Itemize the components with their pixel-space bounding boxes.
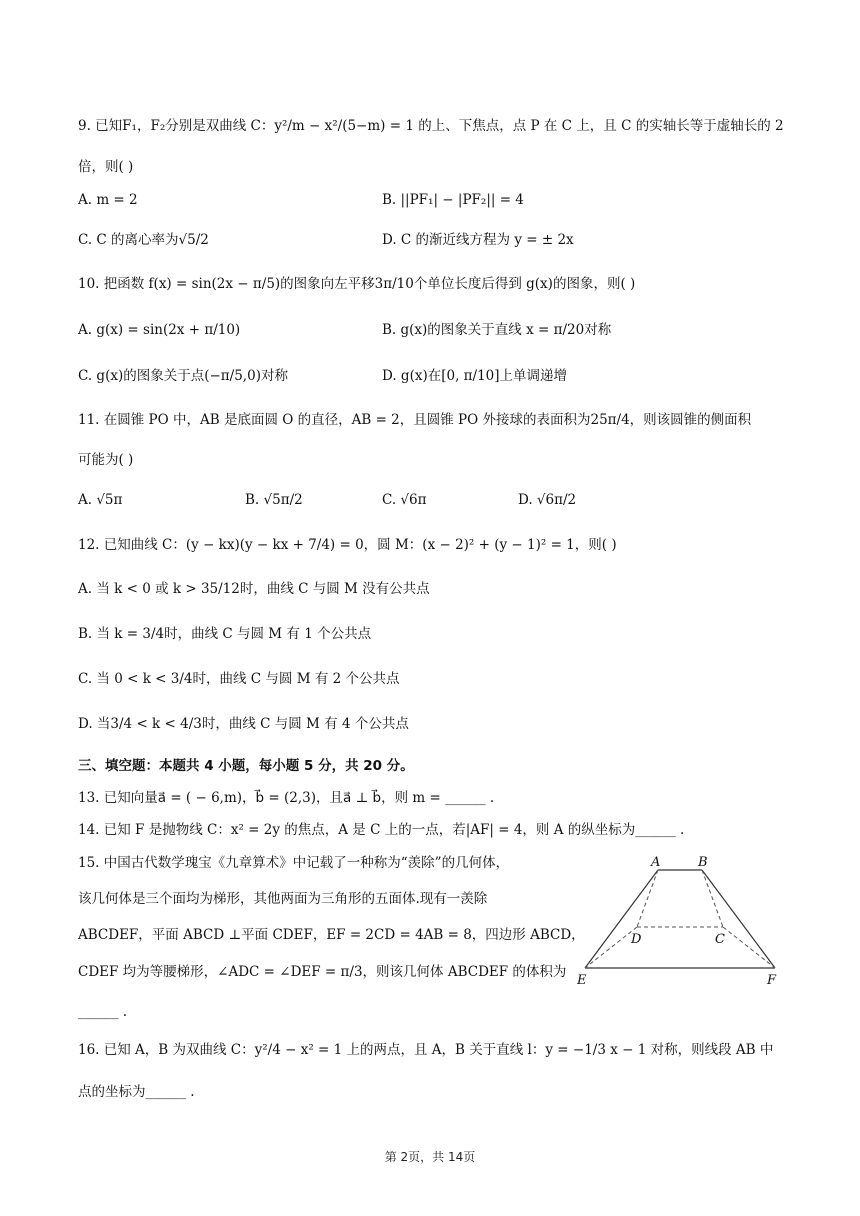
label-f: F: [767, 973, 777, 988]
q12-stem: 12. 已知曲线 C：(y − kx)(y − kx + 7/4) = 0，圆 M：(x − 2)² + (y − 1)² = 1，则( ): [78, 537, 617, 553]
q10-option-c: C. g(x)的图象关于点(−π/5,0)对称: [78, 368, 288, 384]
q10-option-b: B. g(x)的图象关于直线 x = π/20对称: [382, 322, 612, 338]
q13: 13. 已知向量a⃗ = ( − 6,m)，b⃗ = (2,3)，且a⃗ ⊥ b⃗，则 m = ______ .: [78, 790, 495, 806]
q9-option-d: D. C 的渐近线方程为 y = ± 2x: [382, 232, 574, 248]
q11-option-d: D. √6π/2: [518, 492, 577, 508]
q11-option-a: A. √5π: [78, 492, 123, 508]
q9-option-a: A. m = 2: [78, 192, 138, 208]
edge-ae: [585, 870, 658, 968]
q15-line4: CDEF 均为等腰梯形，∠ADC = ∠DEF = π/3，则该几何体 ABCDEF 的体积为: [78, 964, 567, 980]
q15-line2: 该几何体是三个面均为梯形，其他两面为三角形的五面体.现有一羡除: [78, 891, 488, 907]
q11-stem-line1: 11. 在圆锥 PO 中，AB 是底面圆 O 的直径，AB = 2，且圆锥 PO 外接球的表面积为25π/4，则该圆锥的侧面积: [78, 412, 752, 428]
label-b: B: [698, 855, 708, 870]
q10-option-d: D. g(x)在[0, π/10]上单调递增: [382, 368, 568, 384]
label-a: A: [651, 855, 661, 870]
q11-option-c: C. √6π: [382, 492, 427, 508]
section-heading: 三、填空题：本题共 4 小题，每小题 5 分，共 20 分。: [78, 758, 414, 774]
q15-line3: ABCDEF，平面 ABCD ⊥平面 CDEF，EF = 2CD = 4AB = 8，四边形 ABCD，: [78, 927, 585, 943]
edge-bf: [702, 870, 775, 968]
q16-line1: 16. 已知 A，B 为双曲线 C：y²/4 − x² = 1 上的两点，且 A，B 关于直线 l：y = −1/3 x − 1 对称，则线段 AB 中: [78, 1042, 774, 1058]
q9-option-b: B. ||PF₁| − |PF₂|| = 4: [382, 192, 524, 208]
label-c: C: [715, 932, 725, 947]
q10-option-a: A. g(x) = sin(2x + π/10): [78, 322, 241, 338]
label-e: E: [577, 973, 587, 988]
q9-stem-line1: 9. 已知F₁，F₂分别是双曲线 C：y²/m − x²/(5−m) = 1 的上、下焦点，点 P 在 C 上，且 C 的实轴长等于虚轴长的 2: [78, 118, 784, 134]
q15-line5: ______ .: [78, 1004, 128, 1020]
q16-line2: 点的坐标为______ .: [78, 1084, 195, 1100]
q9-option-c: C. C 的离心率为√5/2: [78, 232, 209, 248]
q12-option-b: B. 当 k = 3/4时，曲线 C 与圆 M 有 1 个公共点: [78, 626, 372, 642]
geometry-figure: [575, 850, 785, 990]
q15-line1: 15. 中国古代数学瑰宝《九章算术》中记载了一种称为“羡除”的几何体，: [78, 855, 510, 871]
label-d: D: [631, 932, 642, 947]
q9-stem-line2: 倍，则( ): [78, 159, 134, 175]
q11-stem-line2: 可能为( ): [78, 452, 134, 468]
page-footer: 第 2页，共 14页: [384, 1150, 476, 1164]
q12-option-a: A. 当 k < 0 或 k > 35/12时，曲线 C 与圆 M 没有公共点: [78, 581, 430, 597]
q11-option-b: B. √5π/2: [245, 492, 303, 508]
q12-option-c: C. 当 0 < k < 3/4时，曲线 C 与圆 M 有 2 个公共点: [78, 671, 400, 687]
q12-option-d: D. 当3/4 < k < 4/3时，曲线 C 与圆 M 有 4 个公共点: [78, 716, 409, 732]
q10-stem: 10. 把函数 f(x) = sin(2x − π/5)的图象向左平移3π/10个单位长度后得到 g(x)的图象，则( ): [78, 276, 636, 292]
q14: 14. 已知 F 是抛物线 C：x² = 2y 的焦点，A 是 C 上的一点，若|AF| = 4，则 A 的纵坐标为______ .: [78, 822, 685, 838]
edge-ad: [637, 870, 658, 927]
edge-bc: [702, 870, 723, 927]
